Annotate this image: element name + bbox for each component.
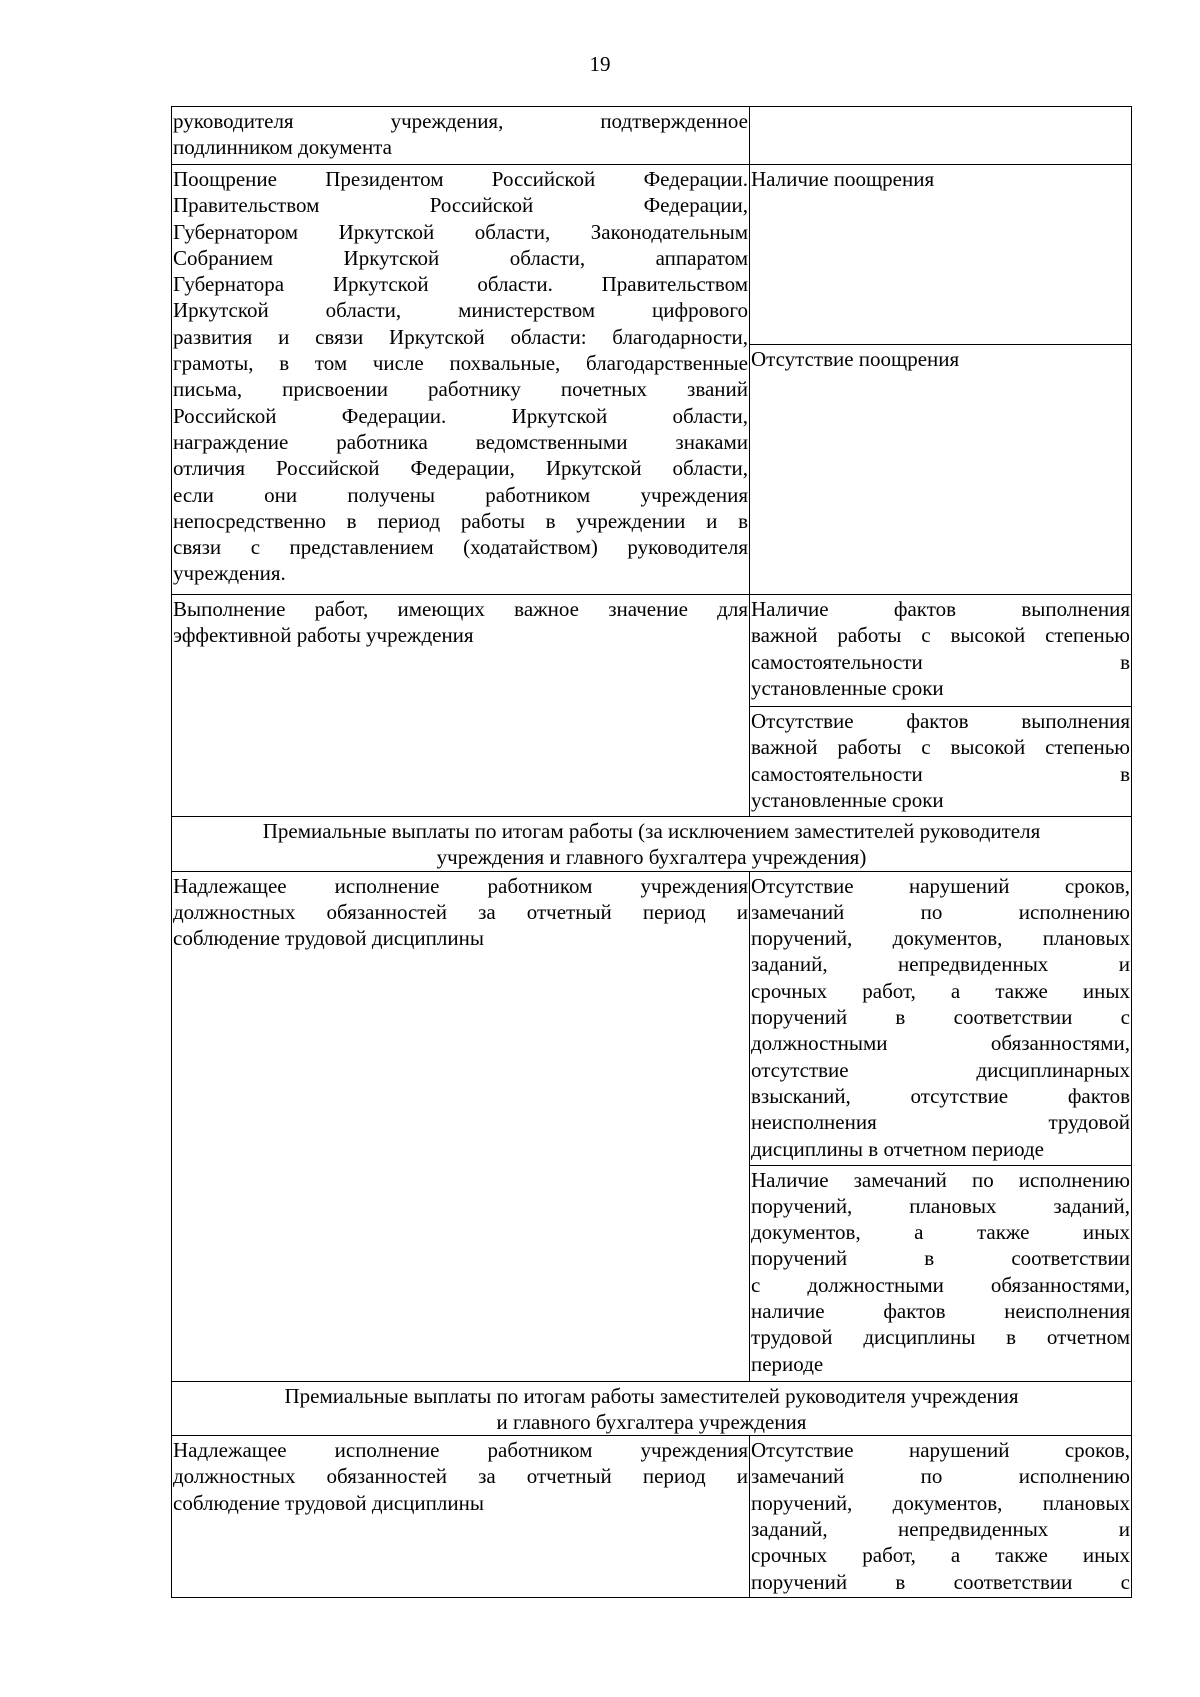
text-line: заданий, непредвиденных и: [751, 952, 1130, 977]
text-line: трудовой дисциплины в отчетном: [751, 1325, 1130, 1350]
section-line: и главного бухгалтера учреждения: [496, 1409, 807, 1434]
text-line: наличие фактов неисполнения: [751, 1299, 1130, 1324]
condition-cell: [750, 1436, 1132, 1598]
section-line: Премиальные выплаты по итогам работы (за исключением заместителей руководителя: [262, 819, 1041, 843]
text-line: должностных обязанностей за отчетный период и: [173, 1464, 748, 1489]
text-line: Губернатором Иркутской области, Законодательным: [173, 219, 748, 244]
condition-cell: [750, 107, 1132, 165]
text-line: периоде: [751, 1351, 824, 1376]
text-line: Поощрение Президентом Российской Федерации.: [173, 167, 748, 191]
condition-cell: [750, 707, 1132, 817]
text-line: с должностными обязанностями,: [751, 1272, 1130, 1297]
table-row: [172, 107, 1132, 165]
text-line: Российской Федерации. Иркутской области,: [173, 403, 748, 428]
section-header-row: [172, 1381, 1132, 1436]
text-line: поручений в соответствии: [751, 1246, 1130, 1271]
text-line: отличия Российской Федерации, Иркутской области,: [173, 456, 748, 481]
text-line: Губернатора Иркутской области. Правительством: [173, 272, 748, 297]
text-line: письма, присвоении работнику почетных званий: [173, 377, 748, 402]
text-line: самостоятельности в: [751, 649, 1130, 674]
condition-cell: [750, 345, 1132, 595]
text-line: важной работы с высокой степенью: [751, 623, 1130, 648]
text-line: должностных обязанностей за отчетный период и: [173, 899, 748, 924]
text-line: учреждения.: [173, 561, 286, 586]
text-line: взысканий, отсутствие фактов: [751, 1083, 1130, 1108]
text-line: руководителя учреждения, подтвержденное: [173, 109, 748, 133]
text-line: связи с представлением (ходатайством) руководителя: [173, 535, 748, 560]
condition-cell: [750, 871, 1132, 1165]
text-line: замечаний по исполнению: [751, 1464, 1130, 1489]
text-line: должностными обязанностями,: [751, 1031, 1130, 1056]
page-number: 19: [589, 52, 611, 76]
text-line: Иркутской области, министерством цифрового: [173, 298, 748, 323]
section-header-row: [172, 817, 1132, 872]
text-line: грамоты, в том числе похвальные, благодарственные: [173, 351, 748, 376]
text-line: непосредственно в период работы в учреждении и в: [173, 508, 748, 533]
text-line: поручений в соответствии с: [751, 1005, 1130, 1030]
text-line: Надлежащее исполнение работником учреждения: [173, 873, 748, 898]
text-line: отсутствие дисциплинарных: [751, 1057, 1130, 1082]
text-line: установленные сроки: [751, 675, 944, 700]
section-line: Премиальные выплаты по итогам работы заместителей руководителя учреждения: [284, 1383, 1019, 1408]
text-line: соблюдение трудовой дисциплины: [173, 926, 484, 951]
text-line: дисциплины в отчетном периоде: [751, 1136, 1044, 1161]
criteria-table: [171, 106, 1132, 1598]
text-line: подлинником документа: [173, 135, 392, 160]
section-header: [172, 817, 1132, 872]
text-line: Собранием Иркутской области, аппаратом: [173, 245, 748, 270]
criterion-cell: [172, 1436, 750, 1598]
text-line: награждение работника ведомственными знаками: [173, 429, 748, 454]
text-line: поручений, документов, плановых: [751, 1490, 1130, 1515]
text-line: срочных работ, а также иных: [751, 1543, 1130, 1568]
text-line: Отсутствие нарушений сроков,: [751, 1438, 1130, 1463]
condition-cell: [750, 595, 1132, 707]
text-line: Наличие поощрения: [751, 167, 935, 191]
text-line: установленные сроки: [751, 787, 944, 812]
text-line: важной работы с высокой степенью: [751, 735, 1130, 760]
text-line: Наличие замечаний по исполнению: [751, 1167, 1130, 1192]
criterion-cell: [172, 595, 750, 817]
table-row: [172, 1436, 1132, 1598]
text-line: развития и связи Иркутской области: благодарности,: [173, 324, 748, 349]
text-line: поручений, плановых заданий,: [751, 1193, 1130, 1218]
text-line: Отсутствие поощрения: [751, 347, 960, 371]
table-row: [172, 871, 1132, 1165]
criterion-cell: [172, 871, 750, 1381]
text-line: поручений, документов, плановых: [751, 926, 1130, 951]
text-line: заданий, непредвиденных и: [751, 1517, 1130, 1542]
condition-cell: [750, 1165, 1132, 1381]
text-line: документов, а также иных: [751, 1220, 1130, 1245]
text-line: Отсутствие нарушений сроков,: [751, 873, 1130, 898]
section-line: учреждения и главного бухгалтера учреждения): [436, 845, 867, 870]
text-line: соблюдение трудовой дисциплины: [173, 1490, 484, 1515]
table-row: [172, 165, 1132, 345]
text-line: срочных работ, а также иных: [751, 978, 1130, 1003]
text-line: эффективной работы учреждения: [173, 623, 474, 648]
text-line: замечаний по исполнению: [751, 899, 1130, 924]
text-line: Надлежащее исполнение работником учреждения: [173, 1438, 748, 1463]
text-line: Выполнение работ, имеющих важное значение для: [173, 597, 748, 621]
text-line: неисполнения трудовой: [751, 1110, 1130, 1135]
criterion-cell: [172, 107, 750, 165]
text-line: Наличие фактов выполнения: [751, 597, 1130, 621]
section-header: [172, 1381, 1132, 1436]
text-line: Отсутствие фактов выполнения: [751, 709, 1130, 733]
table-row: [172, 595, 1132, 707]
criterion-cell: [172, 165, 750, 595]
condition-cell: [750, 165, 1132, 345]
text-line: поручений в соответствии с: [751, 1569, 1130, 1594]
text-line: если они получены работником учреждения: [173, 482, 748, 507]
text-line: Правительством Российской Федерации,: [173, 193, 748, 218]
text-line: самостоятельности в: [751, 761, 1130, 786]
